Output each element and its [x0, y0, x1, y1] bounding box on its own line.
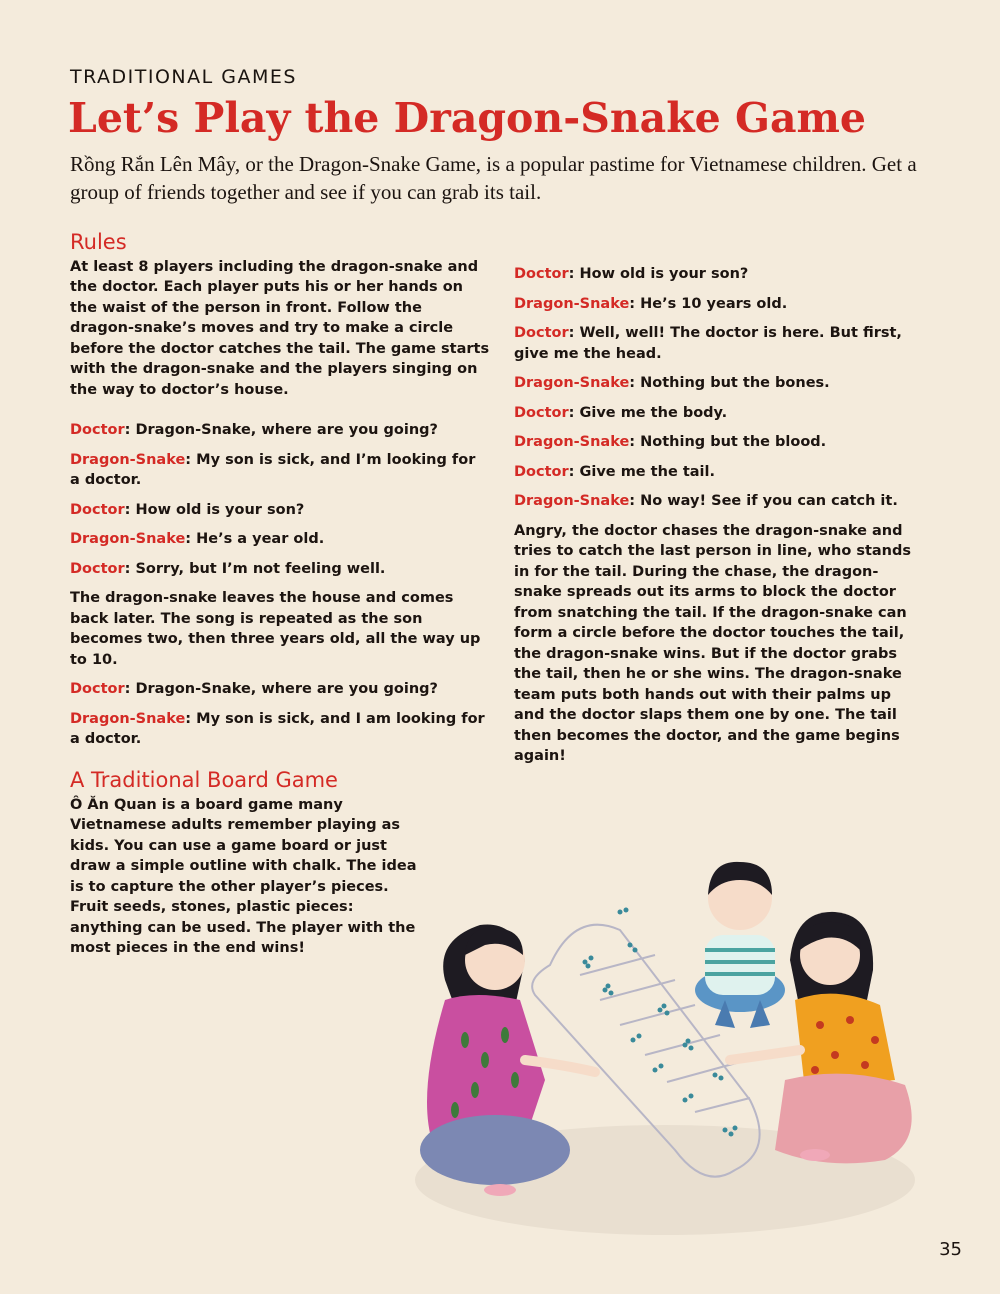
dialogue-text: : Well, well! The doctor is here. But first, give me the head. — [514, 325, 902, 362]
dialogue-text: : My son is sick, and I am looking for a doctor. — [70, 710, 485, 747]
rules-heading: Rules — [70, 230, 127, 254]
dialogue-text: : My son is sick, and I’m looking for a doctor. — [70, 451, 476, 488]
speaker-label: Dragon-Snake — [514, 434, 630, 450]
board-game-section — [70, 770, 420, 959]
speaker-label: Doctor — [514, 463, 569, 480]
board-game-text: Ô Ăn Quan is a board game many Vietnamese adults remember playing as kids. You can use a game board or just draw a simple outline with chalk. The idea is to capture the other player’s pieces. Fruit seeds, stones, plastic pieces: anything can be used. The player with the most pieces in the end wins! — [70, 796, 417, 956]
dialogue-text: : He’s 10 years old. — [629, 295, 788, 312]
dialogue-line — [514, 403, 924, 424]
dialogue-text: : Nothing but the bones. — [629, 375, 830, 391]
dialogue-text: : No way! See if you can catch it. — [629, 493, 898, 509]
speaker-label: Doctor — [514, 266, 569, 282]
dialogue-line — [70, 709, 490, 750]
speaker-label: Doctor — [70, 560, 125, 577]
boy-figure — [695, 862, 785, 1028]
dialogue-line — [70, 450, 490, 491]
speaker-label: Doctor — [514, 325, 569, 341]
speaker-label: Dragon-Snake — [514, 295, 630, 312]
dialogue-line — [514, 264, 924, 285]
dialogue-line — [514, 294, 924, 315]
speaker-label: Doctor — [70, 681, 125, 697]
dialogue-text: : Give me the tail. — [568, 463, 715, 480]
dialogue-text: : Give me the body. — [568, 404, 728, 421]
children-playing-illustration — [405, 850, 925, 1240]
speaker-label: Dragon-Snake — [514, 493, 630, 509]
narration-paragraph: Angry, the doctor chases the dragon-snake and tries to catch the last person in line, who stands in for the tail. During the chase, the dragon-snake spreads out its arms to block the doctor from snatching the tail. If the dragon-snake can form a circle before the doctor touches the tail, the dragon-snake wins. But if the doctor grabs the tail, then he or she wins. The dragon-snake team puts both hands out with their palms up and the doctor slaps them one by one. The tail then becomes the doctor, and the game begins again! — [514, 522, 912, 764]
dialogue-text: : Nothing but the blood. — [629, 434, 827, 450]
page-title: Let’s Play the Dragon-Snake Game — [68, 94, 867, 142]
dialogue-text: : Dragon-Snake, where are you going? — [124, 422, 438, 438]
dialogue-line — [514, 323, 924, 364]
dialogue-line — [70, 559, 490, 580]
rules-right-column — [514, 264, 924, 776]
dialogue-line — [514, 462, 924, 483]
dialogue-line — [70, 529, 490, 550]
speaker-label: Doctor — [70, 422, 125, 438]
dialogue-line — [514, 432, 924, 453]
dialogue-text: : He’s a year old. — [185, 531, 325, 547]
dialogue-text: : Sorry, but I’m not feeling well. — [124, 560, 386, 577]
dialogue-line — [514, 491, 924, 512]
dialogue-text: : How old is your son? — [568, 266, 749, 282]
narration-paragraph: The dragon-snake leaves the house and comes back later. The song is repeated as the son becomes two, then three years old, all the way up to 10. — [70, 590, 481, 668]
intro-paragraph: Rồng Rắn Lên Mây, or the Dragon-Snake Game, is a popular pastime for Vietnamese children. Get a group of friends together and see if you can grab its tail. — [70, 152, 917, 204]
speaker-label: Dragon-Snake — [70, 710, 186, 727]
speaker-label: Dragon-Snake — [514, 375, 630, 391]
speaker-label: Doctor — [514, 404, 569, 421]
rules-left-column — [70, 232, 490, 759]
dialogue-text: : How old is your son? — [124, 501, 305, 518]
section-kicker: TRADITIONAL GAMES — [70, 66, 297, 88]
girl-left-figure — [420, 924, 595, 1196]
board-game-heading: A Traditional Board Game — [70, 768, 338, 792]
page-number: 35 — [939, 1239, 962, 1260]
dialogue-line — [70, 420, 490, 441]
rules-description: At least 8 players including the dragon-snake and the doctor. Each player puts his or her hands on the waist of the person in front. Follow the dragon-snake’s moves and try to make a circle before the doctor catches the tail. The game starts with the dragon-snake and the players singing on the way to doctor’s house. — [70, 258, 490, 398]
speaker-label: Dragon-Snake — [70, 451, 186, 468]
speaker-label: Dragon-Snake — [70, 531, 186, 547]
speaker-label: Doctor — [70, 501, 125, 518]
dialogue-text: : Dragon-Snake, where are you going? — [124, 681, 438, 697]
dialogue-line — [70, 500, 490, 521]
dialogue-line — [70, 679, 490, 700]
dialogue-line — [514, 373, 924, 394]
